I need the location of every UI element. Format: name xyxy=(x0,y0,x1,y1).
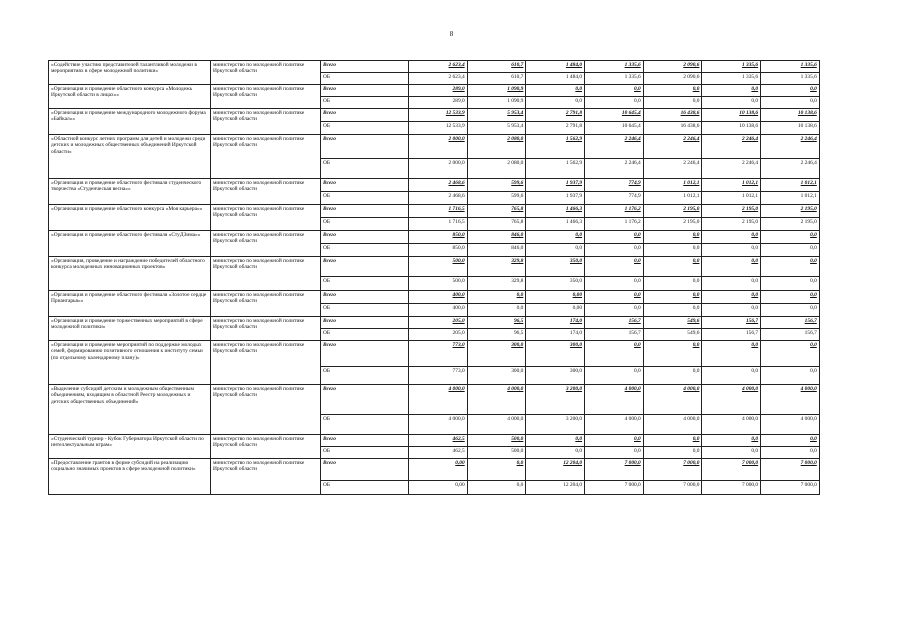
total-value-cell: 7 000,0 xyxy=(761,459,820,481)
source-ob-cell: ОБ xyxy=(321,304,409,317)
total-value-cell: 1 335,6 xyxy=(761,61,820,73)
total-value-cell: 0,0 xyxy=(643,85,702,97)
ob-value-cell: 846,0 xyxy=(467,244,526,257)
total-value-cell: 2 195,0 xyxy=(761,205,820,218)
ob-value-cell: 610,7 xyxy=(467,73,526,85)
ob-value-cell: 400,0 xyxy=(409,304,468,317)
executor-cell: министерство по молодежной политике Иркутской области xyxy=(211,205,321,231)
executor-cell: министерство по молодежной политике Иркутской области xyxy=(211,109,321,135)
page-number: 8 xyxy=(449,30,454,38)
activity-name-cell: «Областной конкурс летних программ для детей и молодежи среди детских и молодежных общественных объединений Иркутской области» xyxy=(49,135,211,179)
source-total-cell: Всего xyxy=(321,179,409,192)
ob-value-cell: 0,0 xyxy=(585,244,644,257)
table-row xyxy=(49,385,820,415)
total-value-cell: 0,0 xyxy=(585,435,644,447)
ob-value-cell: 2 246,4 xyxy=(643,159,702,179)
ob-value-cell: 0,0 xyxy=(585,97,644,109)
total-value-cell: 2 195,0 xyxy=(643,205,702,218)
table-row xyxy=(49,179,820,192)
ob-value-cell: 0,0 xyxy=(702,97,761,109)
total-value-cell: 0,00 xyxy=(409,459,468,481)
ob-value-cell: 4 000,0 xyxy=(585,415,644,435)
total-value-cell: 1 937,9 xyxy=(526,179,585,192)
ob-value-cell: 0,0 xyxy=(702,304,761,317)
total-value-cell: 0,0 xyxy=(702,341,761,367)
total-value-cell: 0,0 xyxy=(585,85,644,97)
executor-cell: министерство по молодежной политике Иркутской области xyxy=(211,385,321,435)
total-value-cell: 773,0 xyxy=(409,341,468,367)
total-value-cell: 0,0 xyxy=(702,291,761,304)
source-total-cell: Всего xyxy=(321,135,409,159)
total-value-cell: 4 000,0 xyxy=(643,385,702,415)
table-row xyxy=(49,61,820,73)
source-ob-cell: ОБ xyxy=(321,218,409,231)
executor-cell: министерство по молодежной политике Иркутской области xyxy=(211,291,321,317)
ob-value-cell: 0,0 xyxy=(761,447,820,459)
source-ob-cell: ОБ xyxy=(321,481,409,495)
source-ob-cell: ОБ xyxy=(321,277,409,291)
ob-value-cell: 2 195,0 xyxy=(761,218,820,231)
ob-value-cell: 1 176,2 xyxy=(585,218,644,231)
ob-value-cell: 0,0 xyxy=(761,277,820,291)
total-value-cell: 16 438,6 xyxy=(643,109,702,122)
total-value-cell: 4 000,0 xyxy=(467,385,526,415)
ob-value-cell: 1 335,6 xyxy=(585,73,644,85)
executor-cell: министерство по молодежной политике Иркутской области xyxy=(211,135,321,179)
ob-value-cell: 4 000,0 xyxy=(643,415,702,435)
activity-name-cell: «Организация и проведение торжественных мероприятий в сфере молодежной политики» xyxy=(49,317,211,341)
ob-value-cell: 96,5 xyxy=(467,329,526,341)
ob-value-cell: 300,0 xyxy=(467,367,526,385)
source-total-cell: Всего xyxy=(321,85,409,97)
ob-value-cell: 10 645,4 xyxy=(585,122,644,135)
total-value-cell: 5 953,4 xyxy=(467,109,526,122)
ob-value-cell: 1 716,5 xyxy=(409,218,468,231)
total-value-cell: 4 000,0 xyxy=(409,385,468,415)
total-value-cell: 1 012,1 xyxy=(702,179,761,192)
ob-value-cell: 0,0 xyxy=(702,447,761,459)
ob-value-cell: 350,0 xyxy=(526,277,585,291)
total-value-cell: 765,8 xyxy=(467,205,526,218)
activity-name-cell: «Организация и проведение областного конкурса «Моя карьера»» xyxy=(49,205,211,231)
ob-value-cell: 0,0 xyxy=(761,304,820,317)
total-value-cell: 350,0 xyxy=(526,257,585,277)
ob-value-cell: 0,0 xyxy=(761,244,820,257)
total-value-cell: 7 000,0 xyxy=(643,459,702,481)
executor-cell: министерство по молодежной политике Иркутской области xyxy=(211,61,321,85)
ob-value-cell: 7 000,0 xyxy=(702,481,761,495)
ob-value-cell: 774,9 xyxy=(585,192,644,205)
total-value-cell: 462,5 xyxy=(409,435,468,447)
executor-cell: министерство по молодежной политике Иркутской области xyxy=(211,341,321,385)
ob-value-cell: 0,0 xyxy=(702,367,761,385)
activity-name-cell: «Организация и проведение международного молодежного форума «Байкал»» xyxy=(49,109,211,135)
budget-table-body xyxy=(49,61,820,495)
ob-value-cell: 0,0 xyxy=(643,277,702,291)
total-value-cell: 0,0 xyxy=(526,85,585,97)
total-value-cell: 0,00 xyxy=(526,291,585,304)
ob-value-cell: 0,0 xyxy=(585,304,644,317)
total-value-cell: 0,0 xyxy=(467,291,526,304)
ob-value-cell: 0,0 xyxy=(467,304,526,317)
total-value-cell: 174,0 xyxy=(526,317,585,329)
total-value-cell: 0,0 xyxy=(643,291,702,304)
total-value-cell: 599,6 xyxy=(467,179,526,192)
ob-value-cell: 2 080,0 xyxy=(467,159,526,179)
source-ob-cell: ОБ xyxy=(321,73,409,85)
total-value-cell: 0,0 xyxy=(643,341,702,367)
source-total-cell: Всего xyxy=(321,205,409,218)
ob-value-cell: 2 791,8 xyxy=(526,122,585,135)
total-value-cell: 1 716,5 xyxy=(409,205,468,218)
total-value-cell: 10 138,6 xyxy=(702,109,761,122)
source-ob-cell: ОБ xyxy=(321,192,409,205)
total-value-cell: 0,0 xyxy=(702,435,761,447)
ob-value-cell: 2 623,4 xyxy=(409,73,468,85)
total-value-cell: 0,0 xyxy=(702,85,761,97)
ob-value-cell: 7 000,0 xyxy=(643,481,702,495)
ob-value-cell: 289,0 xyxy=(409,97,468,109)
total-value-cell: 156,7 xyxy=(585,317,644,329)
total-value-cell: 1 484,0 xyxy=(526,61,585,73)
total-value-cell: 3 200,0 xyxy=(526,385,585,415)
total-value-cell: 2 000,0 xyxy=(409,135,468,159)
source-total-cell: Всего xyxy=(321,435,409,447)
total-value-cell: 12 533,9 xyxy=(409,109,468,122)
source-total-cell: Всего xyxy=(321,291,409,304)
activity-name-cell: «Организация и проведение областного фестиваля «СтуДЗима»» xyxy=(49,231,211,257)
ob-value-cell: 1 012,1 xyxy=(643,192,702,205)
executor-cell: министерство по молодежной политике Иркутской области xyxy=(211,459,321,495)
ob-value-cell: 156,7 xyxy=(702,329,761,341)
ob-value-cell: 0,00 xyxy=(526,304,585,317)
ob-value-cell: 0,0 xyxy=(526,244,585,257)
ob-value-cell: 0,00 xyxy=(409,481,468,495)
total-value-cell: 0,0 xyxy=(702,231,761,244)
executor-cell: министерство по молодежной политике Иркутской области xyxy=(211,257,321,291)
ob-value-cell: 10 138,6 xyxy=(761,122,820,135)
ob-value-cell: 205,0 xyxy=(409,329,468,341)
table-row xyxy=(49,257,820,277)
ob-value-cell: 850,0 xyxy=(409,244,468,257)
total-value-cell: 0,0 xyxy=(702,257,761,277)
total-value-cell: 0,0 xyxy=(761,435,820,447)
activity-name-cell: «Содействие участию представителей талантливой молодежи в мероприятиях в сфере молодежной политики» xyxy=(49,61,211,85)
total-value-cell: 0,0 xyxy=(761,257,820,277)
total-value-cell: 96,5 xyxy=(467,317,526,329)
total-value-cell: 0,0 xyxy=(643,231,702,244)
executor-cell: министерство по молодежной политике Иркутской области xyxy=(211,435,321,459)
total-value-cell: 2 195,0 xyxy=(702,205,761,218)
total-value-cell: 4 000,0 xyxy=(585,385,644,415)
total-value-cell: 846,0 xyxy=(467,231,526,244)
activity-name-cell: «Организация и проведение областного конкурса «Молодежь Иркутской области в лицах»» xyxy=(49,85,211,109)
total-value-cell: 156,7 xyxy=(702,317,761,329)
total-value-cell: 1 012,1 xyxy=(643,179,702,192)
total-value-cell: 2 623,4 xyxy=(409,61,468,73)
ob-value-cell: 2 195,0 xyxy=(702,218,761,231)
ob-value-cell: 7 000,0 xyxy=(585,481,644,495)
ob-value-cell: 0,0 xyxy=(643,304,702,317)
total-value-cell: 7 000,0 xyxy=(702,459,761,481)
table-row xyxy=(49,317,820,329)
ob-value-cell: 7 000,0 xyxy=(761,481,820,495)
ob-value-cell: 0,0 xyxy=(585,447,644,459)
ob-value-cell: 500,0 xyxy=(467,447,526,459)
ob-value-cell: 4 000,0 xyxy=(761,415,820,435)
ob-value-cell: 156,7 xyxy=(761,329,820,341)
ob-value-cell: 1 937,9 xyxy=(526,192,585,205)
ob-value-cell: 1 335,6 xyxy=(761,73,820,85)
source-total-cell: Всего xyxy=(321,459,409,481)
ob-value-cell: 0,0 xyxy=(761,97,820,109)
activity-name-cell: «Организация и проведение мероприятий по поддержке молодых семей, формированию позитивного отношения к институту семьи (по отдельному календарному плану)» xyxy=(49,341,211,385)
ob-value-cell: 599,6 xyxy=(467,192,526,205)
ob-value-cell: 1 466,3 xyxy=(526,218,585,231)
total-value-cell: 156,7 xyxy=(761,317,820,329)
total-value-cell: 610,7 xyxy=(467,61,526,73)
ob-value-cell: 156,7 xyxy=(585,329,644,341)
total-value-cell: 400,0 xyxy=(409,291,468,304)
ob-value-cell: 0,0 xyxy=(643,447,702,459)
total-value-cell: 500,0 xyxy=(409,257,468,277)
total-value-cell: 329,8 xyxy=(467,257,526,277)
ob-value-cell: 2 195,0 xyxy=(643,218,702,231)
ob-value-cell: 1 335,6 xyxy=(702,73,761,85)
ob-value-cell: 1 012,1 xyxy=(761,192,820,205)
activity-name-cell: «Организация и проведение областного фестиваля «Золотое сердце Приангарья»» xyxy=(49,291,211,317)
total-value-cell: 1 335,6 xyxy=(585,61,644,73)
source-total-cell: Всего xyxy=(321,317,409,329)
ob-value-cell: 1 012,1 xyxy=(702,192,761,205)
total-value-cell: 2 246,4 xyxy=(761,135,820,159)
total-value-cell: 0,0 xyxy=(585,291,644,304)
table-row xyxy=(49,459,820,481)
total-value-cell: 10 645,4 xyxy=(585,109,644,122)
table-row xyxy=(49,435,820,447)
table-row xyxy=(49,291,820,304)
ob-value-cell: 4 000,0 xyxy=(702,415,761,435)
total-value-cell: 0,0 xyxy=(585,257,644,277)
ob-value-cell: 0,0 xyxy=(702,244,761,257)
executor-cell: министерство по молодежной политике Иркутской области xyxy=(211,179,321,205)
ob-value-cell: 2 090,6 xyxy=(643,73,702,85)
ob-value-cell: 3 200,0 xyxy=(526,415,585,435)
total-value-cell: 2 090,6 xyxy=(643,61,702,73)
ob-value-cell: 2 246,4 xyxy=(761,159,820,179)
total-value-cell: 1 090,9 xyxy=(467,85,526,97)
total-value-cell: 1 176,2 xyxy=(585,205,644,218)
source-total-cell: Всего xyxy=(321,257,409,277)
activity-name-cell: «Организация и проведение областного фестиваля студенческого творчества «Студенческая весна»» xyxy=(49,179,211,205)
ob-value-cell: 765,8 xyxy=(467,218,526,231)
ob-value-cell: 4 000,0 xyxy=(409,415,468,435)
ob-value-cell: 462,5 xyxy=(409,447,468,459)
ob-value-cell: 500,0 xyxy=(409,277,468,291)
total-value-cell: 10 138,6 xyxy=(761,109,820,122)
total-value-cell: 2 791,8 xyxy=(526,109,585,122)
total-value-cell: 774,9 xyxy=(585,179,644,192)
ob-value-cell: 549,6 xyxy=(643,329,702,341)
total-value-cell: 2 246,4 xyxy=(585,135,644,159)
executor-cell: министерство по молодежной политике Иркутской области xyxy=(211,85,321,109)
ob-value-cell: 773,0 xyxy=(409,367,468,385)
total-value-cell: 0,0 xyxy=(526,231,585,244)
total-value-cell: 0,0 xyxy=(526,435,585,447)
total-value-cell: 0,0 xyxy=(761,291,820,304)
activity-name-cell: «Студенческий турнир - Кубок Губернатора Иркутской области по интеллектуальным играм» xyxy=(49,435,211,459)
total-value-cell: 850,0 xyxy=(409,231,468,244)
ob-value-cell: 5 953,4 xyxy=(467,122,526,135)
executor-cell: министерство по молодежной политике Иркутской области xyxy=(211,317,321,341)
total-value-cell: 0,0 xyxy=(643,435,702,447)
total-value-cell: 289,0 xyxy=(409,85,468,97)
ob-value-cell: 300,0 xyxy=(526,367,585,385)
source-ob-cell: ОБ xyxy=(321,159,409,179)
ob-value-cell: 1 090,9 xyxy=(467,97,526,109)
total-value-cell: 2 468,6 xyxy=(409,179,468,192)
ob-value-cell: 2 246,4 xyxy=(702,159,761,179)
total-value-cell: 300,0 xyxy=(467,341,526,367)
total-value-cell: 205,0 xyxy=(409,317,468,329)
source-ob-cell: ОБ xyxy=(321,329,409,341)
ob-value-cell: 1 484,0 xyxy=(526,73,585,85)
total-value-cell: 4 000,0 xyxy=(702,385,761,415)
total-value-cell: 1 335,6 xyxy=(702,61,761,73)
source-ob-cell: ОБ xyxy=(321,367,409,385)
activity-name-cell: «Предоставление грантов в форме субсидий на реализацию социально значимых проектов в сфере молодежной политики» xyxy=(49,459,211,495)
total-value-cell: 300,0 xyxy=(526,341,585,367)
table-row xyxy=(49,85,820,97)
ob-value-cell: 0,0 xyxy=(643,244,702,257)
table-row xyxy=(49,341,820,367)
total-value-cell: 0,0 xyxy=(585,231,644,244)
ob-value-cell: 10 138,6 xyxy=(702,122,761,135)
ob-value-cell: 2 468,6 xyxy=(409,192,468,205)
total-value-cell: 2 246,4 xyxy=(702,135,761,159)
ob-value-cell: 12 533,9 xyxy=(409,122,468,135)
ob-value-cell: 2 246,4 xyxy=(585,159,644,179)
total-value-cell: 0,0 xyxy=(761,341,820,367)
ob-value-cell: 329,8 xyxy=(467,277,526,291)
ob-value-cell: 0,0 xyxy=(761,367,820,385)
ob-value-cell: 4 000,0 xyxy=(467,415,526,435)
total-value-cell: 7 000,0 xyxy=(585,459,644,481)
source-ob-cell: ОБ xyxy=(321,97,409,109)
total-value-cell: 1 562,9 xyxy=(526,135,585,159)
total-value-cell: 2 246,4 xyxy=(643,135,702,159)
source-total-cell: Всего xyxy=(321,385,409,415)
ob-value-cell: 0,0 xyxy=(643,367,702,385)
ob-value-cell: 2 000,0 xyxy=(409,159,468,179)
ob-value-cell: 16 438,6 xyxy=(643,122,702,135)
total-value-cell: 4 000,0 xyxy=(761,385,820,415)
total-value-cell: 549,6 xyxy=(643,317,702,329)
source-ob-cell: ОБ xyxy=(321,415,409,435)
total-value-cell: 0,0 xyxy=(643,257,702,277)
executor-cell: министерство по молодежной политике Иркутской области xyxy=(211,231,321,257)
table-row xyxy=(49,109,820,122)
budget-table xyxy=(48,60,820,495)
source-ob-cell: ОБ xyxy=(321,447,409,459)
total-value-cell: 0,0 xyxy=(761,231,820,244)
total-value-cell: 500,0 xyxy=(467,435,526,447)
ob-value-cell: 0,0 xyxy=(702,277,761,291)
ob-value-cell: 12 204,0 xyxy=(526,481,585,495)
source-total-cell: Всего xyxy=(321,341,409,367)
ob-value-cell: 0,0 xyxy=(526,97,585,109)
ob-value-cell: 0,0 xyxy=(643,97,702,109)
table-row xyxy=(49,135,820,159)
source-ob-cell: ОБ xyxy=(321,244,409,257)
total-value-cell: 1 012,1 xyxy=(761,179,820,192)
table-row xyxy=(49,231,820,244)
total-value-cell: 1 466,3 xyxy=(526,205,585,218)
ob-value-cell: 0,0 xyxy=(526,447,585,459)
source-total-cell: Всего xyxy=(321,231,409,244)
ob-value-cell: 0,0 xyxy=(585,367,644,385)
total-value-cell: 0,0 xyxy=(467,459,526,481)
total-value-cell: 12 204,0 xyxy=(526,459,585,481)
source-total-cell: Всего xyxy=(321,109,409,122)
table-row xyxy=(49,205,820,218)
activity-name-cell: «Выделение субсидий детским и молодежным общественным объединениям, входящим в областной Реестр молодежных и детских общественных объединений» xyxy=(49,385,211,435)
total-value-cell: 2 080,0 xyxy=(467,135,526,159)
ob-value-cell: 174,0 xyxy=(526,329,585,341)
total-value-cell: 0,0 xyxy=(585,341,644,367)
ob-value-cell: 1 562,9 xyxy=(526,159,585,179)
source-total-cell: Всего xyxy=(321,61,409,73)
ob-value-cell: 0,0 xyxy=(467,481,526,495)
source-ob-cell: ОБ xyxy=(321,122,409,135)
total-value-cell: 0,0 xyxy=(761,85,820,97)
ob-value-cell: 0,0 xyxy=(585,277,644,291)
activity-name-cell: «Организация, проведение и награждение победителей областного конкурса молодежных инновационных проектов» xyxy=(49,257,211,291)
